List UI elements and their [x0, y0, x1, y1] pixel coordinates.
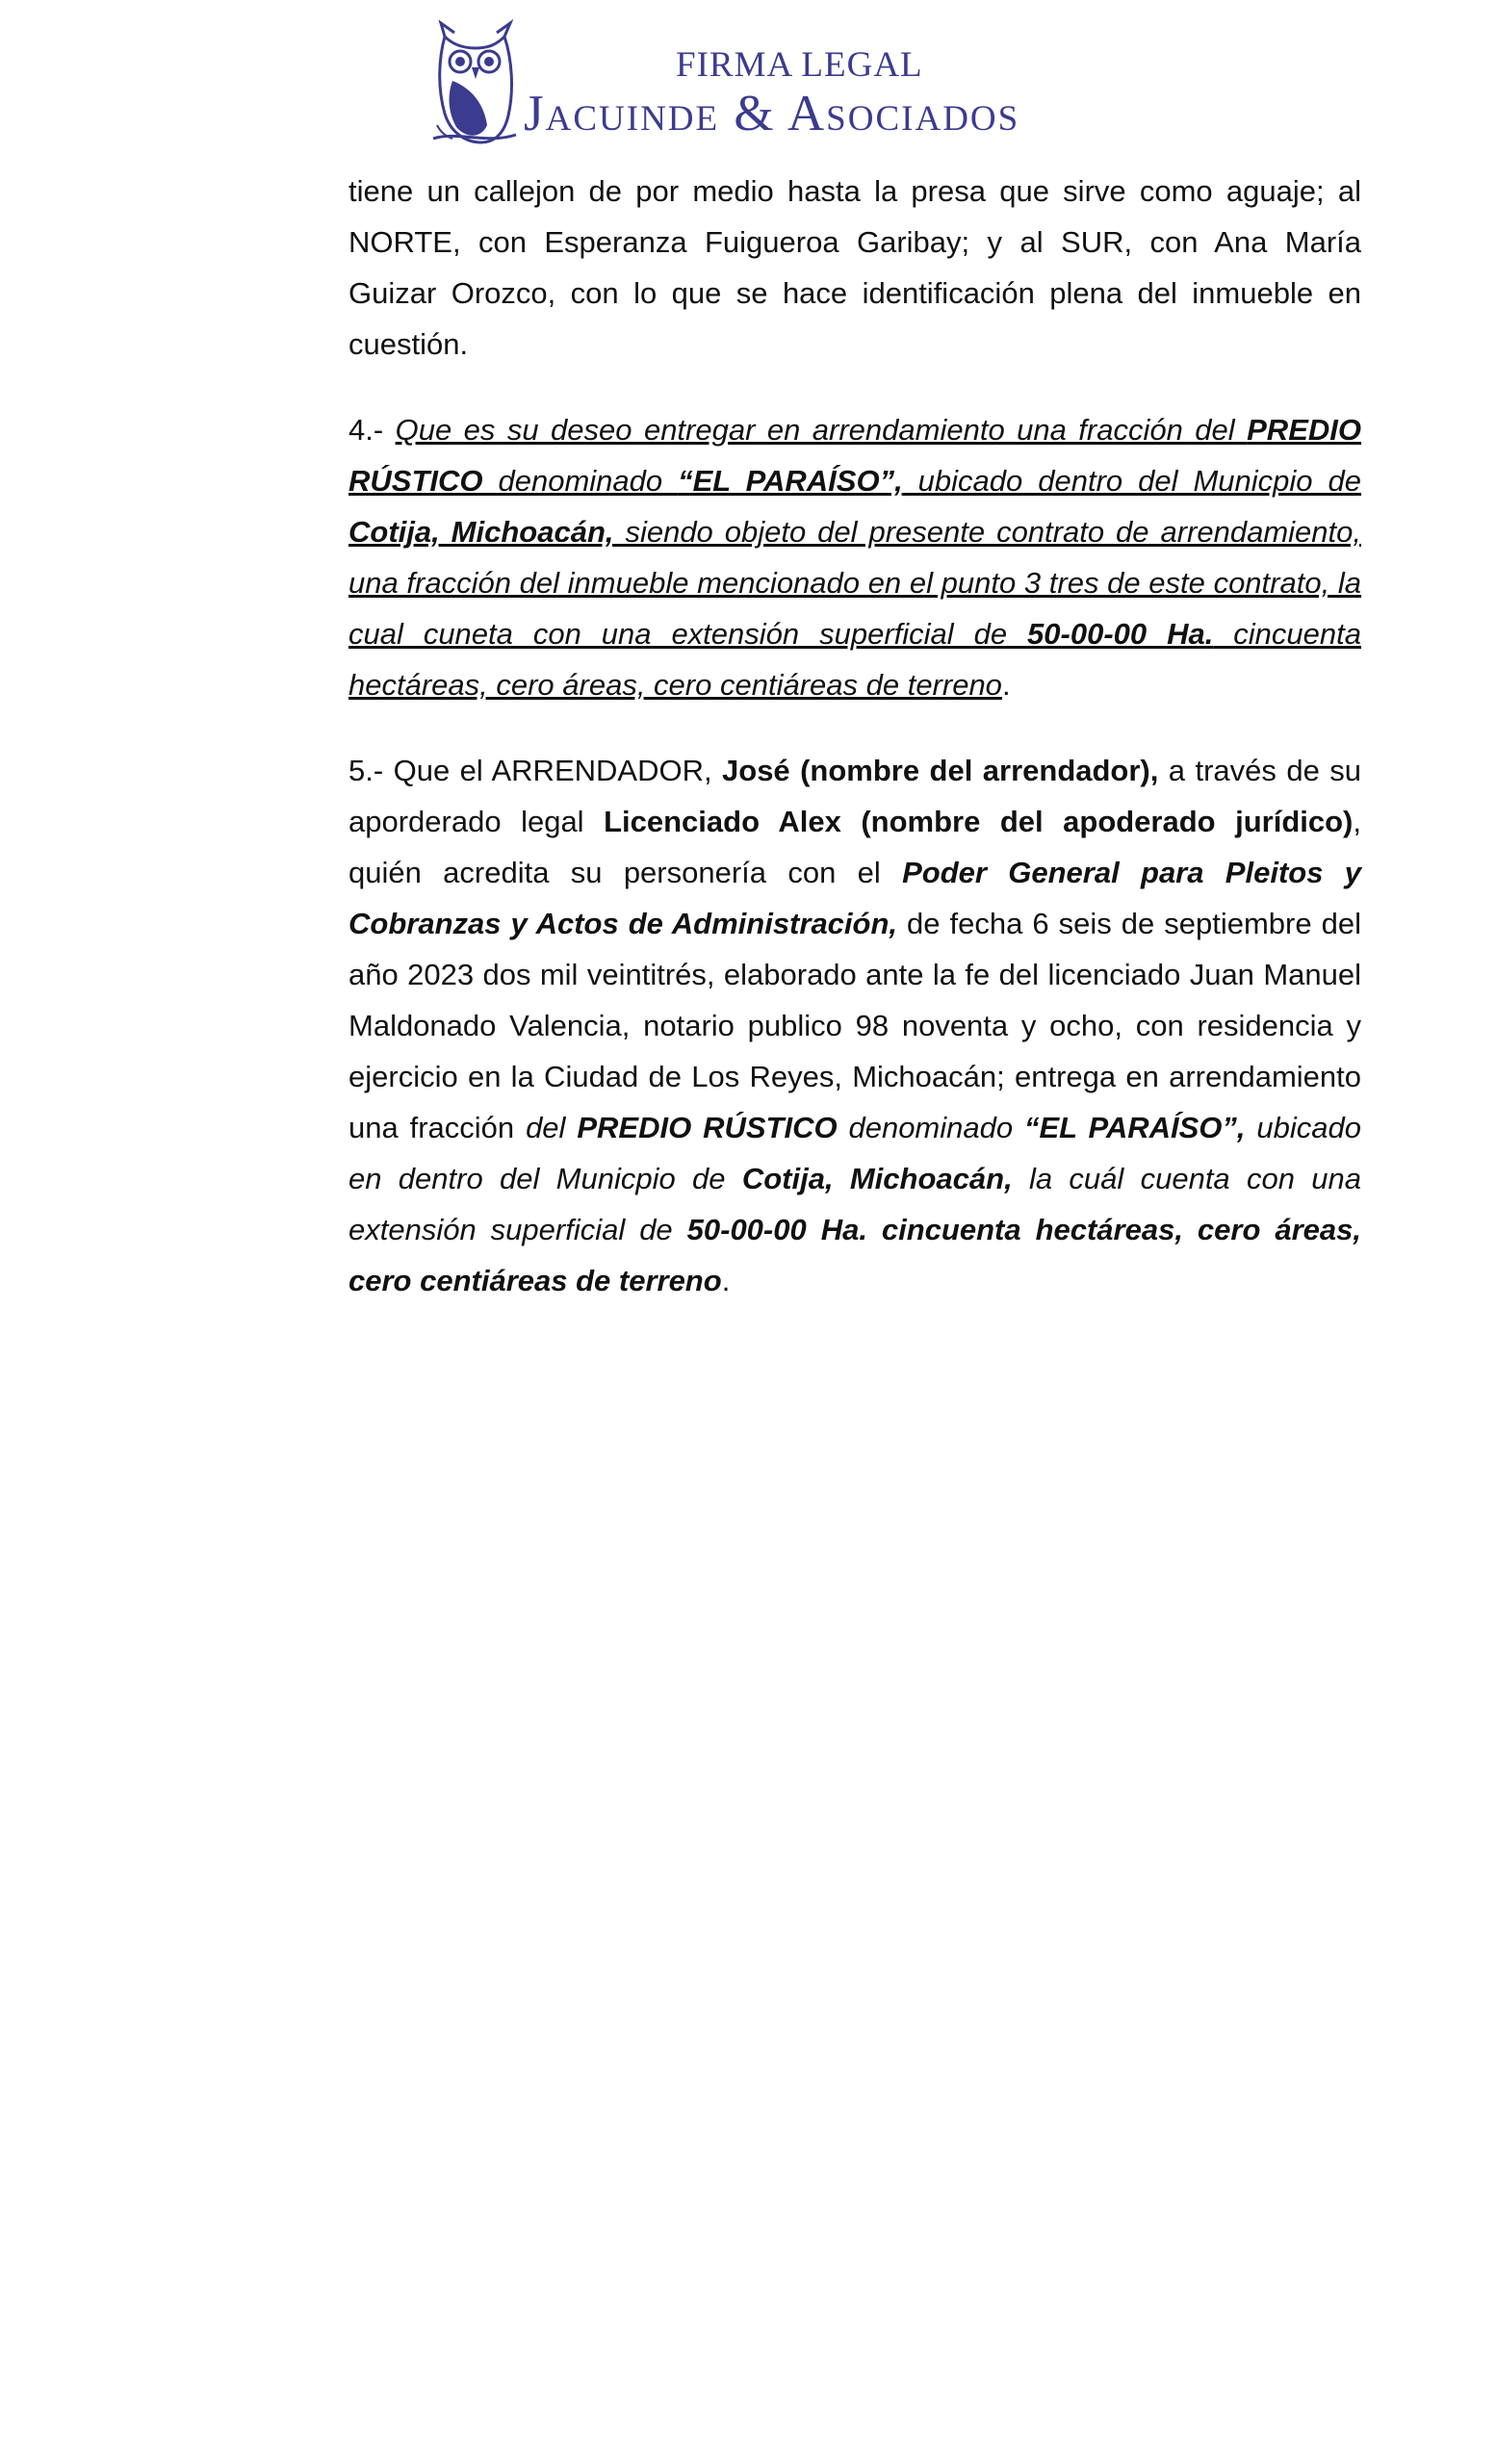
property-area: 50-00-00 Ha. [1027, 617, 1214, 651]
attorney-name: Licenciado Alex (nombre del apoderado jurídico) [604, 805, 1354, 838]
property-type: PREDIO RÚSTICO [577, 1111, 838, 1144]
property-area: 50-00-00 Ha. cincuenta hectáreas, cero áreas, cero centiáreas de terreno [348, 1213, 1361, 1297]
power-of-attorney: Poder General para Pleitos y Cobranzas y Actos de Administración, [348, 856, 1361, 940]
clause-text: Que es su deseo entregar en arrendamiento una fracción del PREDIO RÚSTICO denominado “EL PARAÍSO”, ubicado dentro del Municpio de Cotija, Michoacán, siendo objeto del presente contrato de arrendamiento, una fracción del inmueble mencionado en el punto 3 tres de este contrato, la cual cuneta con una extensión superficial de 50-00-00 Ha. cincuenta hectáreas, cero áreas, cero centiáreas de terreno [348, 413, 1362, 702]
firm-name: Jacuinde & Asociados [524, 86, 1020, 141]
landlord-name: José (nombre del arrendador), [722, 754, 1159, 787]
property-name: “EL PARAÍSO”, [678, 464, 903, 498]
clause-number: 4.- [348, 413, 396, 447]
property-location: Cotija, Michoacán, [741, 1162, 1013, 1195]
property-location: Cotija, Michoacán, [348, 515, 614, 549]
paragraph-clause-4: 4.- Que es su deseo entregar en arrendamiento una fracción del PREDIO RÚSTICO denominado “EL PARAÍSO”, ubicado dentro del Municpio de Cotija, Michoacán, siendo objeto del presente contrato de arrendamiento, una fracción del inmueble mencionado en el punto 3 tres de este contrato, la cual cuneta con una extensión superficial de 50-00-00 Ha. cincuenta hectáreas, cero áreas, cero centiáreas de terreno. [348, 413, 1362, 702]
property-type: PREDIO RÚSTICO [348, 413, 1361, 498]
document-body [348, 166, 1361, 1341]
letterhead [424, 19, 1117, 150]
firm-tagline: FIRMA LEGAL [676, 45, 923, 85]
owl-icon [424, 19, 520, 150]
paragraph-clause-5: 5.- Que el ARRENDADOR, José (nombre del arrendador), a través de su aporderado legal Licenciado Alex (nombre del apoderado jurídico), quién acredita su personería con el Poder General para Pleitos y Cobranzas y Actos de Administración, de fecha 6 seis de septiembre del año 2023 dos mil veintitrés, elaborado ante la fe del licenciado Juan Manuel Maldonado Valencia, notario publico 98 noventa y ocho, con residencia y ejercicio en la Ciudad de Los Reyes, Michoacán; entrega en arrendamiento una fracción del PREDIO RÚSTICO denominado “EL PARAÍSO”, ubicado en dentro del Municpio de Cotija, Michoacán, la cuál cuenta con una extensión superficial de 50-00-00 Ha. cincuenta hectáreas, cero áreas, cero centiáreas de terreno. [348, 754, 1362, 1297]
property-name: “EL PARAÍSO”, [1024, 1111, 1246, 1144]
paragraph-boundaries: tiene un callejon de por medio hasta la presa que sirve como aguaje; al NORTE, con Esperanza Fuigueroa Garibay; y al SUR, con Ana María Guizar Orozco, con lo que se hace identificación plena del inmueble en cuestión. [348, 174, 1361, 361]
